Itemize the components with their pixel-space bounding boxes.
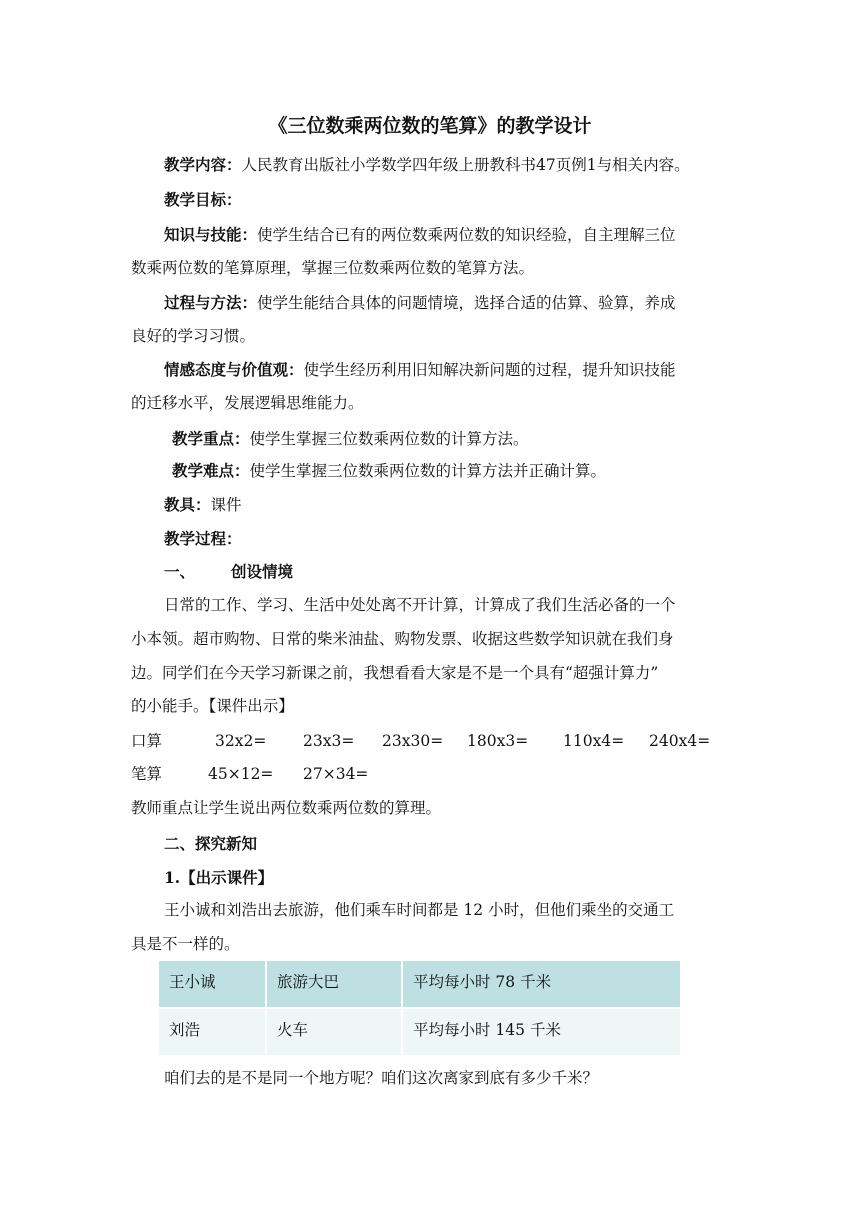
table-cell: 刘浩: [159, 1008, 266, 1055]
key-point-label: 教学重点：: [172, 429, 250, 448]
table-row: [159, 961, 680, 1008]
emotion-label: 情感态度与价值观：: [164, 360, 304, 379]
intro-line3: 边。同学们在今天学习新课之前，我想看看大家是不是一个具有“超强计算力”: [131, 664, 659, 682]
section1-heading: [164, 564, 293, 580]
teaching-process-label: 教学过程：: [164, 529, 242, 548]
intro-line4: 的小能手。【课件出示】: [131, 697, 294, 715]
travel-table: [159, 961, 680, 1055]
story-line1: 王小诚和刘浩出去旅游，他们乘车时间都是 12 小时，但他们乘坐的交通工: [164, 901, 675, 919]
process-method-label: 过程与方法：: [164, 293, 258, 312]
oral-calc-item: 23x30=: [382, 732, 444, 750]
section1-number: 一、: [164, 562, 196, 581]
difficulty-text: 使学生掌握三位数乘两位数的计算方法并正确计算。: [249, 462, 607, 480]
written-calc-label: 笔算: [131, 765, 163, 783]
teaching-content-text: 人民教育出版社小学数学四年级上册教科书47页例1与相关内容。: [241, 156, 690, 174]
oral-calc-item: 32x2=: [215, 732, 267, 750]
table-cell: 旅游大巴: [266, 961, 402, 1008]
knowledge-text1: 使学生结合已有的两位数乘两位数的知识经验，自主理解三位: [257, 226, 676, 244]
story-line2: 具是不一样的。: [131, 935, 240, 953]
emotion-text1: 使学生经历利用旧知解决新问题的过程，提升知识技能: [303, 361, 676, 379]
table-cell: 平均每小时 78 千米: [402, 961, 680, 1008]
emotion-line1: [164, 362, 676, 379]
oral-calc-label: 口算: [131, 732, 163, 750]
knowledge-line1: [164, 227, 676, 244]
table-cell: 王小诚: [159, 961, 266, 1008]
teaching-goals-label: 教学目标：: [164, 190, 242, 209]
oral-calc-item: 180x3=: [467, 732, 529, 750]
teaching-content: [164, 157, 690, 174]
intro-line1: 日常的工作、学习、生活中处处离不开计算，计算成了我们生活必备的一个: [164, 596, 676, 614]
teacher-note: 教师重点让学生说出两位数乘两位数的算理。: [131, 799, 442, 817]
table-cell: 火车: [266, 1008, 402, 1055]
table-row: [159, 1008, 680, 1055]
tools-text: 课件: [210, 496, 242, 514]
key-point-text: 使学生掌握三位数乘两位数的计算方法。: [249, 430, 529, 448]
process-method-line1: [164, 295, 676, 312]
emotion-line2: 的迁移水平，发展逻辑思维能力。: [131, 394, 364, 412]
oral-calc-item: 240x4=: [649, 732, 711, 750]
oral-calc-item: 110x4=: [563, 732, 625, 750]
tools: [164, 497, 242, 514]
step1-heading: 1.【出示课件】: [164, 868, 274, 887]
question-text: 咱们去的是不是同一个地方呢？咱们这次离家到底有多少千米？: [164, 1069, 599, 1087]
difficulty: [172, 463, 606, 480]
section1-title: 创设情境: [231, 562, 294, 581]
page-title: 《三位数乘两位数的笔算》的教学设计: [268, 115, 592, 137]
process-method-line2: 良好的学习习惯。: [131, 327, 256, 345]
difficulty-label: 教学难点：: [172, 461, 250, 480]
section2-heading: 二、探究新知: [164, 834, 258, 853]
table-cell: 平均每小时 145 千米: [402, 1008, 680, 1055]
tools-label: 教具：: [164, 495, 211, 514]
written-calc-item: 27×34=: [303, 765, 369, 783]
knowledge-line2: 数乘两位数的笔算原理，掌握三位数乘两位数的笔算方法。: [131, 259, 535, 277]
written-calc-row: [0, 767, 860, 787]
oral-calc-item: 23x3=: [303, 732, 355, 750]
teaching-content-label: 教学内容：: [164, 155, 242, 174]
key-point: [172, 431, 529, 448]
knowledge-label: 知识与技能：: [164, 225, 258, 244]
intro-line2: 小本领。超市购物、日常的柴米油盐、购物发票、收据这些数学知识就在我们身: [131, 630, 674, 648]
process-method-text1: 使学生能结合具体的问题情境，选择合适的估算、验算，养成: [257, 294, 676, 312]
written-calc-item: 45×12=: [208, 765, 274, 783]
oral-calc-row: [0, 734, 860, 754]
